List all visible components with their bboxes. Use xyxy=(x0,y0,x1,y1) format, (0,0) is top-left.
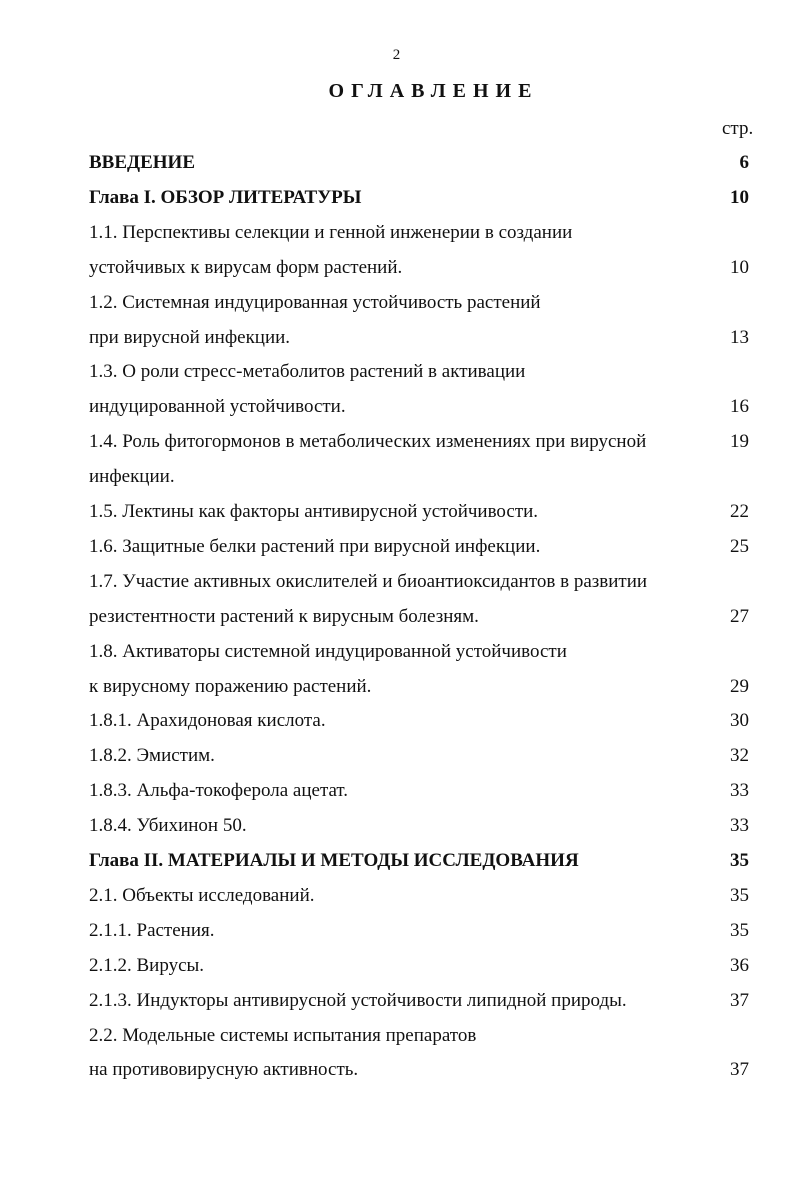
toc-entry-text: инфекции. xyxy=(89,466,175,488)
toc-entry xyxy=(89,953,749,979)
toc-entry-text: устойчивых к вирусам форм растений. xyxy=(89,256,403,278)
toc-entry-page: 29 xyxy=(730,675,749,697)
toc-entry xyxy=(89,464,749,490)
toc-entry-page: 16 xyxy=(730,396,749,418)
toc-entry xyxy=(89,883,749,909)
toc-entry-text: 1.8.2. Эмистим. xyxy=(89,745,215,767)
toc-entry xyxy=(89,569,749,595)
toc-entry xyxy=(89,359,749,385)
toc-entry-page: 33 xyxy=(730,815,749,837)
toc-entry-page: 36 xyxy=(730,954,749,976)
toc-entry-text: 2.2. Модельные системы испытания препаратов xyxy=(89,1024,477,1046)
toc-entry-text: 2.1.3. Индукторы антивирусной устойчивости липидной природы. xyxy=(89,989,627,1011)
toc-entry-text: 1.8.3. Альфа-токоферола ацетат. xyxy=(89,780,349,802)
toc-entry xyxy=(89,778,749,804)
toc-entry-page: 19 xyxy=(730,431,749,453)
toc-entry-page: 6 xyxy=(739,152,749,173)
toc-entry-page: 30 xyxy=(730,710,749,732)
toc-entry-text: 1.8. Активаторы системной индуцированной устойчивости xyxy=(89,640,567,662)
toc-entry xyxy=(89,639,749,665)
toc-entry-page: 27 xyxy=(730,605,749,627)
toc-entry-text: 1.5. Лектины как факторы антивирусной устойчивости. xyxy=(89,501,539,522)
toc-entry xyxy=(89,325,749,351)
toc-entry-page: 37 xyxy=(730,1059,749,1081)
toc-entry xyxy=(89,674,749,700)
toc-entry xyxy=(89,813,749,839)
toc-entry-text: к вирусному поражению растений. xyxy=(89,675,372,697)
toc-entry-text: 1.2. Системная индуцированная устойчивость растений xyxy=(89,291,541,313)
toc-entry-text: 1.8.4. Убихинон 50. xyxy=(89,815,247,837)
toc-entry-text: на противовирусную активность. xyxy=(89,1059,359,1081)
toc-entry-text: Глава II. МАТЕРИАЛЫ И МЕТОДЫ ИССЛЕДОВАНИЯ xyxy=(89,850,579,871)
toc-entry-page: 35 xyxy=(730,850,749,871)
toc-entry-page: 22 xyxy=(730,501,749,522)
toc-entry-page: 32 xyxy=(730,745,749,767)
toc-entry-text: 2.1. Объекты исследований. xyxy=(89,884,315,906)
toc-entry xyxy=(89,220,749,246)
toc-entry-text: ВВЕДЕНИЕ xyxy=(89,152,195,173)
toc-entry xyxy=(89,290,749,316)
toc-entry-text: 2.1.2. Вирусы. xyxy=(89,954,205,976)
toc-entry xyxy=(89,394,749,420)
toc-entry-page: 35 xyxy=(730,884,749,906)
toc-entry xyxy=(89,534,749,560)
toc-entry xyxy=(89,988,749,1014)
toc-entry-page: 37 xyxy=(730,989,749,1011)
toc-entry xyxy=(89,708,749,734)
toc-entry xyxy=(89,604,749,630)
toc-entry-text: резистентности растений к вирусным болезням. xyxy=(89,605,479,627)
toc-entry-page: 25 xyxy=(730,535,749,557)
toc-entry xyxy=(89,918,749,944)
toc-entry xyxy=(89,848,749,874)
toc-entry xyxy=(89,185,749,211)
toc-entry-page: 10 xyxy=(730,186,749,208)
page-title: ОГЛАВЛЕНИЕ xyxy=(328,80,539,102)
toc-entry xyxy=(89,255,749,281)
toc-entry xyxy=(89,743,749,769)
toc-entry-text: 1.7. Участие активных окислителей и биоантиоксидантов в развитии xyxy=(89,570,648,592)
toc-entry-text: 1.4. Роль фитогормонов в метаболических изменениях при вирусной xyxy=(89,431,647,453)
toc-entry-page: 13 xyxy=(730,326,749,348)
toc-entry-page: 10 xyxy=(730,256,749,278)
toc-entry-text: 1.8.1. Арахидоновая кислота. xyxy=(89,710,326,732)
toc-entry xyxy=(89,429,749,455)
toc-entry xyxy=(89,1023,749,1049)
toc-entry-text: 1.1. Перспективы селекции и генной инженерии в создании xyxy=(89,221,573,243)
toc-entry-text: 1.3. О роли стресс-метаболитов растений в активации xyxy=(89,361,526,383)
toc-entry-text: 1.6. Защитные белки растений при вирусной инфекции. xyxy=(89,535,541,557)
toc-entry-text: Глава I. ОБЗОР ЛИТЕРАТУРЫ xyxy=(89,186,362,208)
page-number: 2 xyxy=(392,47,401,63)
toc-entry xyxy=(89,499,749,525)
toc-entry-page: 33 xyxy=(730,780,749,802)
toc-entry xyxy=(89,1057,749,1083)
toc-entry-text: при вирусной инфекции. xyxy=(89,326,291,348)
toc-entry xyxy=(89,150,749,176)
toc-entry-page: 35 xyxy=(730,919,749,941)
toc-entry-text: индуцированной устойчивости. xyxy=(89,396,346,418)
toc-entry-text: 2.1.1. Растения. xyxy=(89,919,215,941)
page-column-header: стр. xyxy=(722,118,754,139)
